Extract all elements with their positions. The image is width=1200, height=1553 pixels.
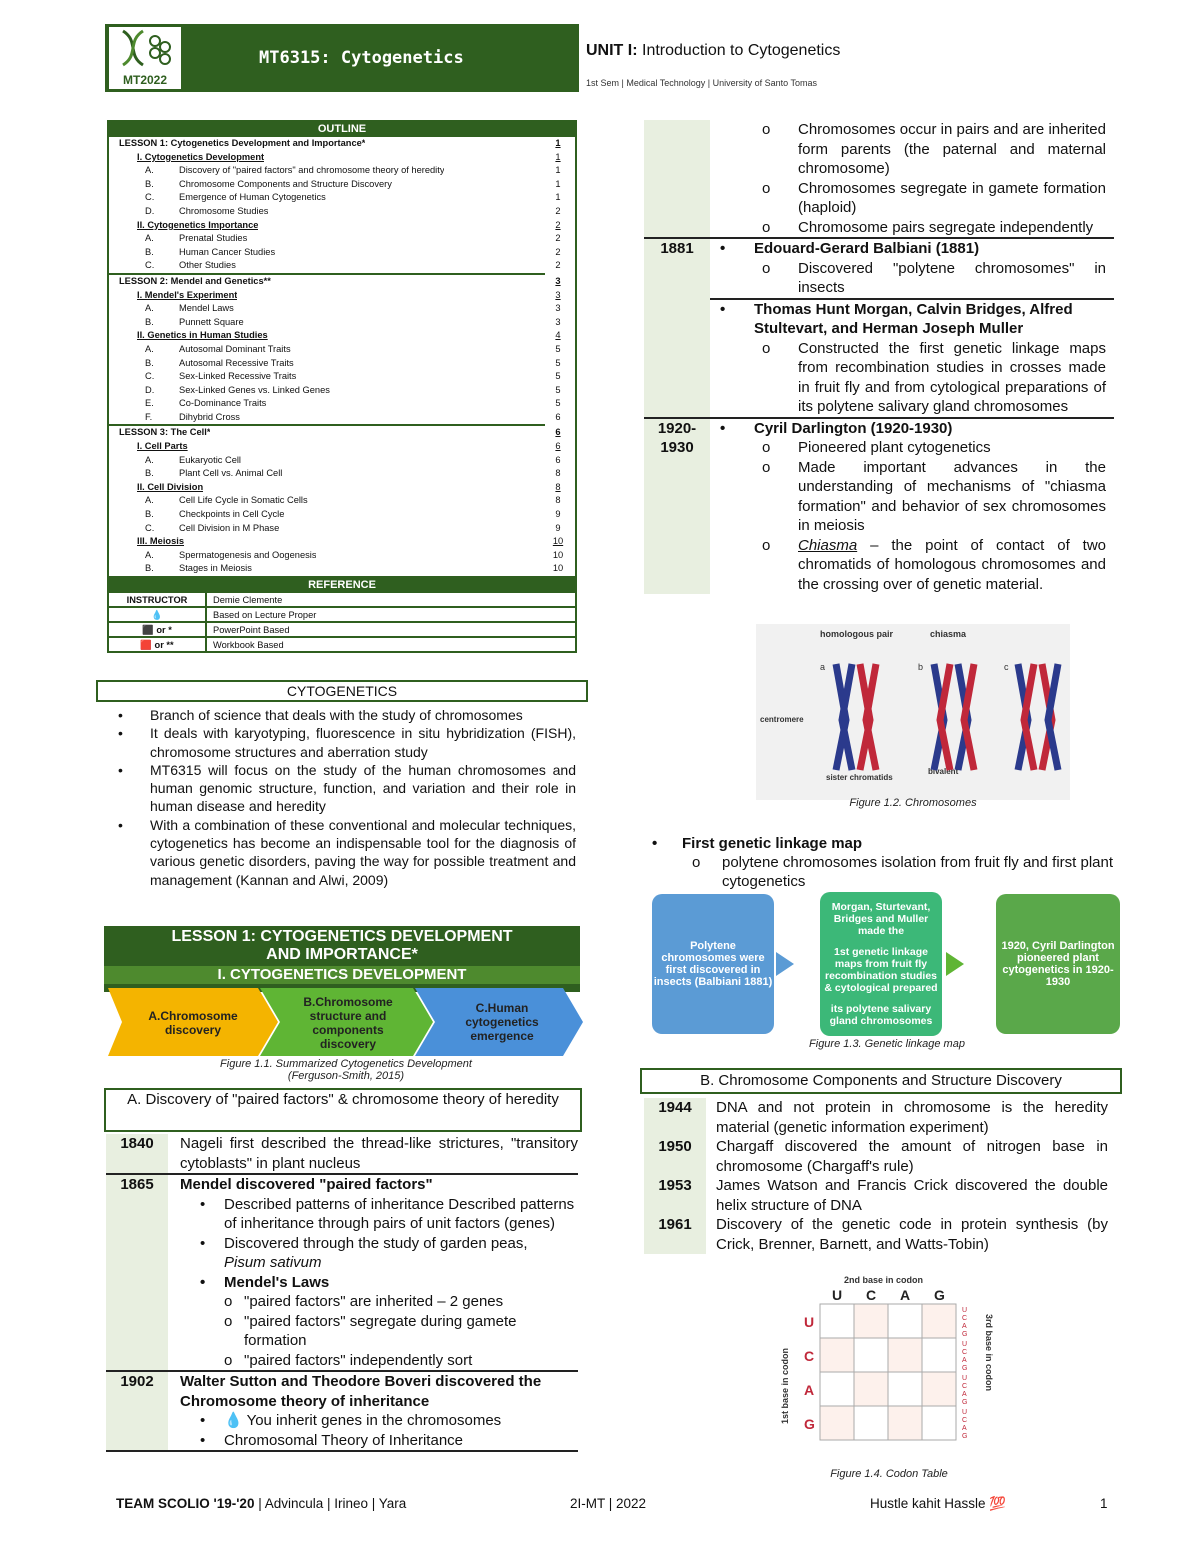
codon-cell	[922, 1338, 956, 1372]
logo-text: MT2022	[123, 73, 168, 87]
codon-row-header: C	[804, 1348, 815, 1364]
event-cell: Nageli first described the thread-like strictures, "transitory cytoblasts" in plant nucleus	[180, 1135, 578, 1172]
outline-item: C. Cell Division in M Phase 9	[145, 522, 561, 533]
cytogenetics-bullets	[118, 706, 576, 889]
codon-third-base: C	[962, 1315, 968, 1322]
year-cell	[644, 299, 710, 418]
codon-third-base: C	[962, 1417, 968, 1424]
lesson1-title-line1: LESSON 1: CYTOGENETICS DEVELOPMENT	[171, 928, 513, 945]
codon-third-base: U	[962, 1409, 968, 1416]
flow-box-polytene: Polytene chromosomes were first discovered in insects (Balbiani 1881)	[652, 894, 774, 1034]
flow-box-morgan: Morgan, Sturtevant, Bridges and Muller made the 1st genetic linkage maps from fruit fly recombination studies & cytological prepared its polytene salivary gland chromosomes	[820, 892, 942, 1036]
outline-item: II. Cytogenetics Importance 2	[137, 219, 561, 230]
event-cell: Walter Sutton and Theodore Boveri discovered the Chromosome theory of inheritance • 💧 You inherit genes in the chromosomes • Chromosomal Theory of Inheritance	[180, 1373, 542, 1449]
reference-row: 💧 Based on Lecture Proper	[109, 606, 575, 621]
lesson1-banner	[104, 926, 580, 992]
table-row	[644, 120, 1114, 238]
figure-1-3-caption: Figure 1.3. Genetic linkage map	[809, 1038, 965, 1050]
figure-1-1-caption: Figure 1.1. Summarized Cytogenetics Development (Ferguson-Smith, 2015)	[220, 1058, 472, 1082]
label-b: b	[918, 662, 924, 672]
chromosome-figure	[756, 624, 1070, 800]
page-number: 1	[1100, 1496, 1108, 1511]
outline-item: II. Genetics in Human Studies 4	[137, 330, 561, 341]
event-cell: Mendel discovered "paired factors" • Described patterns of inheritance Described patterns of inheritance through pairs of unit factors (genes) • Discovered through the study of garden peas, Pisum sativum • Mendel's Laws o "paired factors" are inherited – 2 genes o "paired factors" segregate during gamete formation o "paired factors" independently sort	[180, 1176, 575, 1369]
outline-item: C. Sex-Linked Recessive Traits 5	[145, 371, 561, 382]
codon-third-base: U	[962, 1341, 968, 1348]
codon-cell	[820, 1304, 854, 1338]
flow-arrow-1	[776, 952, 794, 976]
codon-third-base: G	[962, 1433, 968, 1440]
outline-item: II. Cell Division 8	[137, 481, 561, 492]
list-item: • Branch of science that deals with the study of chromosomes	[118, 707, 523, 723]
figure-1-2-caption: Figure 1.2. Chromosomes	[849, 797, 977, 809]
codon-cell	[820, 1338, 854, 1372]
outline-lesson-row: LESSON 1: Cytogenetics Development and Importance* 1	[119, 138, 561, 148]
table-row: 1953 James Watson and Francis Crick discovered the double helix structure of DNA	[644, 1176, 1114, 1215]
outline-table	[107, 120, 577, 653]
label-sister-chromatids: sister chromatids	[826, 773, 893, 782]
codon-cell	[922, 1372, 956, 1406]
codon-col-header: A	[900, 1287, 911, 1303]
footer	[116, 1496, 1116, 1512]
codon-cell	[820, 1406, 854, 1440]
event-cell: • Edouard-Gerard Balbiani (1881) o Discovered "polytene chromosomes" in insects	[720, 240, 1106, 296]
outline-item: I. Mendel's Experiment 3	[137, 289, 561, 300]
codon-cell	[888, 1372, 922, 1406]
cytogenetics-heading: CYTOGENETICS	[96, 680, 588, 702]
reference-row: ⬛ or * PowerPoint Based	[109, 621, 575, 636]
codon-left-label: 1st base in codon	[780, 1347, 790, 1424]
codon-col-header: C	[866, 1287, 877, 1303]
outline-item: A. Prenatal Studies 2	[145, 233, 561, 244]
footer-motto: Hustle kahit Hassle 💯	[870, 1496, 1007, 1511]
codon-third-base: U	[962, 1307, 968, 1314]
reference-rows	[109, 591, 575, 651]
codon-table-figure	[780, 1274, 998, 1470]
table-row	[106, 1371, 578, 1451]
outline-item: A. Cell Life Cycle in Somatic Cells 8	[145, 495, 561, 506]
list-item: • With a combination of these conventional and molecular techniques, cytogenetics has become an indispensable tool for the diagnosis of various genetic disorders, paving the way for possible treatment and management (Kannan and Alwi, 2009)	[118, 816, 576, 888]
outline-item: E. Co-Dominance Traits 5	[145, 398, 561, 409]
outline-lesson-row: LESSON 2: Mendel and Genetics** 3	[119, 275, 561, 286]
linkage-map-flow-figure	[650, 888, 1124, 1038]
outline-item: A. Autosomal Dominant Traits 5	[145, 343, 561, 354]
reference-row: 🟥 or ** Workbook Based	[109, 636, 575, 651]
reference-heading: REFERENCE	[109, 576, 575, 591]
discovery-b-heading: B. Chromosome Components and Structure Discovery	[640, 1068, 1122, 1094]
outline-item: D. Chromosome Studies 2	[145, 205, 561, 216]
outline-item: B. Stages in Meiosis 10	[145, 563, 564, 574]
outline-item: A. Mendel Laws 3	[145, 303, 561, 314]
table-row	[644, 238, 1114, 299]
codon-cell	[820, 1372, 854, 1406]
timeline-continued-table	[644, 120, 1114, 594]
codon-right-label: 3rd base in codon	[984, 1314, 994, 1392]
codon-third-base: A	[962, 1391, 967, 1398]
lesson1-title-line2: AND IMPORTANCE*	[266, 946, 418, 963]
arrow-b-label: B.Chromosome structure and components discovery	[303, 995, 393, 1051]
outline-item: B. Plant Cell vs. Animal Cell 8	[145, 468, 561, 479]
label-a: a	[820, 662, 826, 672]
codon-third-base: A	[962, 1425, 967, 1432]
outline-item: III. Meiosis 10	[137, 536, 564, 547]
codon-row-header: A	[804, 1382, 815, 1398]
development-arrows-figure	[108, 988, 584, 1056]
codon-cell	[888, 1338, 922, 1372]
year-cell: 1865	[106, 1174, 168, 1371]
codon-cell	[888, 1406, 922, 1440]
outline-item: B. Punnett Square 3	[145, 316, 561, 327]
table-row	[106, 1174, 578, 1371]
codon-grid	[804, 1287, 967, 1440]
codon-third-base: C	[962, 1349, 968, 1356]
codon-cell	[854, 1338, 888, 1372]
list-item: • MT6315 will focus on the study of the human chromosomes and human genomic structure, function, and variation and their role in human disease and heredity	[118, 761, 576, 815]
reference-row: INSTRUCTOR Demie Clemente	[109, 591, 575, 606]
year-cell: 1902	[106, 1371, 168, 1451]
outline-heading: OUTLINE	[109, 122, 575, 137]
table-row: 1950 Chargaff discovered the amount of nitrogen base in chromosome (Chargaff's rule)	[644, 1137, 1114, 1176]
footer-section: 2I-MT | 2022	[570, 1496, 647, 1511]
codon-third-base: C	[962, 1383, 968, 1390]
label-homologous-pair: homologous pair	[820, 629, 893, 639]
codon-third-base: A	[962, 1357, 967, 1364]
codon-cell	[888, 1304, 922, 1338]
outline-rows	[109, 137, 575, 576]
event-cell: • Cyril Darlington (1920-1930) o Pioneered plant cytogenetics o Made important advances in the understanding of mechanisms of "chiasma formation" and behavior of sex chromosomes in meiosis o Chiasma – the point of contact of two chromatids of homologous chromosomes and the crossing over of genetic material.	[720, 419, 1107, 593]
outline-item: A. Spermatogenesis and Oogenesis 10	[145, 549, 564, 560]
outline-item: B. Checkpoints in Cell Cycle 9	[145, 509, 561, 520]
footer-names: | Advincula | Irineo | Yara	[254, 1496, 407, 1511]
codon-cell	[854, 1304, 888, 1338]
discovery-b-table	[644, 1098, 1114, 1254]
year-cell: 1840	[106, 1134, 168, 1174]
mt2022-logo	[109, 27, 181, 89]
table-row: 1944 DNA and not protein in chromosome is the heredity material (genetic information experiment)	[644, 1098, 1114, 1137]
course-title: MT6315: Cytogenetics	[259, 48, 464, 68]
outline-item: I. Cell Parts 6	[137, 441, 561, 452]
unit-title: UNIT I: Introduction to Cytogenetics	[586, 42, 841, 59]
outline-item: D. Sex-Linked Genes vs. Linked Genes 5	[145, 384, 561, 395]
outline-item: B. Human Cancer Studies 2	[145, 246, 561, 257]
codon-col-header: U	[832, 1287, 843, 1303]
discovery-a-heading: A. Discovery of "paired factors" & chromosome theory of heredity	[104, 1088, 582, 1132]
outline-item: B. Autosomal Recessive Traits 5	[145, 357, 561, 368]
outline-item: C. Emergence of Human Cytogenetics 1	[145, 192, 561, 203]
table-row	[106, 1134, 578, 1174]
figure-1-4-caption: Figure 1.4. Codon Table	[830, 1468, 948, 1480]
codon-cell	[854, 1406, 888, 1440]
outline-item: A. Discovery of "paired factors" and chromosome theory of heredity 1	[145, 165, 561, 176]
footer-team: TEAM SCOLIO '19-'20	[116, 1496, 255, 1511]
outline-item: C. Other Studies 2	[145, 260, 561, 271]
codon-third-base: U	[962, 1375, 968, 1382]
flow-box-darlington: 1920, Cyril Darlington pioneered plant cytogenetics in 1920-1930	[996, 894, 1120, 1034]
label-centromere: centromere	[760, 715, 804, 724]
year-cell	[644, 120, 710, 238]
unit-subtitle: 1st Sem | Medical Technology | University of Santo Tomas	[586, 78, 817, 88]
codon-third-base: A	[962, 1323, 967, 1330]
arrow-c-label: C.Human cytogenetics emergence	[465, 1001, 539, 1043]
section-title: I. CYTOGENETICS DEVELOPMENT	[104, 966, 580, 984]
codon-third-base: G	[962, 1331, 968, 1338]
event-cell: o Chromosomes occur in pairs and are inherited form parents (the paternal and maternal chromosome) o Chromosomes segregate in gamete formation (haploid) o Chromosome pairs segregate independently	[762, 121, 1106, 236]
discovery-a-table	[106, 1134, 578, 1452]
codon-third-base: G	[962, 1399, 968, 1406]
flow-arrow-2	[946, 952, 964, 976]
codon-col-header: G	[934, 1287, 945, 1303]
outline-lesson-row: LESSON 3: The Cell* 6	[119, 427, 561, 438]
event-cell: • Thomas Hunt Morgan, Calvin Bridges, Alfred Stultevart, and Herman Joseph Muller o Constructed the first genetic linkage maps from recombination studies in crosses made in fruit fly and from cytological preparations of its polytene salivary gland chromosomes	[710, 299, 1114, 418]
linkage-map-bullets: • First genetic linkage map o polytene chromosomes isolation from fruit fly and first plant cytogenetics	[652, 835, 1114, 890]
list-item: • It deals with karyotyping, fluorescence in situ hybridization (FISH), chromosome structures and aberration study	[118, 725, 576, 760]
table-row	[644, 299, 1114, 418]
label-bivalent: bivalent	[928, 767, 959, 776]
label-c: c	[1004, 662, 1009, 672]
table-row: 1961 Discovery of the genetic code in protein synthesis (by Crick, Brenner, Barnett, and Watts-Tobin)	[644, 1215, 1114, 1254]
label-chiasma: chiasma	[930, 629, 967, 639]
outline-item: F. Dihybrid Cross 6	[145, 411, 561, 422]
table-row	[644, 418, 1114, 595]
codon-row-header: U	[804, 1314, 815, 1330]
codon-third-base: G	[962, 1365, 968, 1372]
outline-item: B. Chromosome Components and Structure Discovery 1	[145, 178, 561, 189]
codon-cell	[854, 1372, 888, 1406]
outline-item: I. Cytogenetics Development 1	[137, 151, 561, 162]
arrow-a-label: A.Chromosome discovery	[148, 1009, 238, 1037]
year-cell: 1920- 1930	[644, 418, 710, 595]
outline-item: A. Eukaryotic Cell 6	[145, 454, 561, 465]
codon-cell	[922, 1406, 956, 1440]
codon-cell	[922, 1304, 956, 1338]
course-banner	[105, 24, 579, 92]
codon-row-header: G	[804, 1416, 815, 1432]
codon-top-label: 2nd base in codon	[844, 1275, 924, 1285]
year-cell: 1881	[644, 238, 710, 299]
